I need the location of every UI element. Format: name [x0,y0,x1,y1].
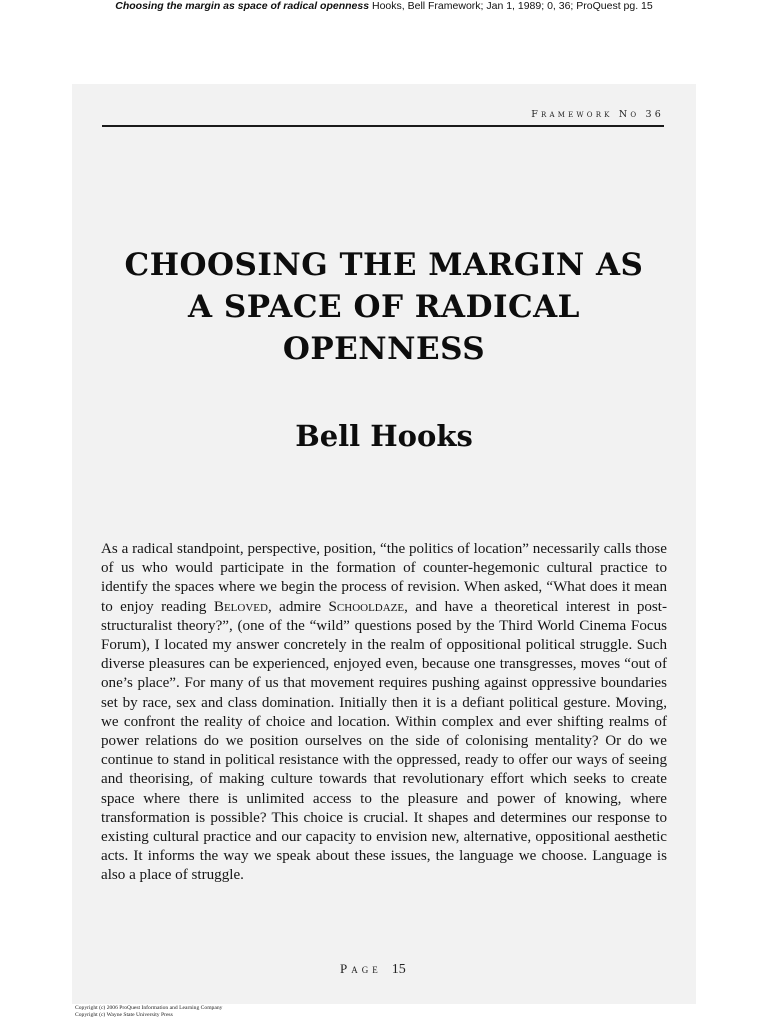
header-rule [102,125,664,127]
citation-title: Choosing the margin as space of radical openness [115,0,370,12]
body-paragraph [101,540,667,886]
citation-header [0,0,768,13]
title-line: OPENNESS [282,331,486,367]
page-label: Page [340,961,382,976]
page-footer [340,961,406,978]
copyright-line: Copyright (c) 2006 ProQuest Information and Learning Company [75,1005,223,1011]
copyright-line: Copyright (c) Wayne State University Press [75,1012,173,1018]
body-text-segment: As a radical standpoint, perspective, position, “the politics of location” necessarily calls those of us who would participate in the formation of counter-hegemonic cultural practice to identify the spaces where we begin the process of revision. When asked, “What does it mean to enjoy reading [101,541,667,615]
work-title-beloved: Beloved [213,598,268,615]
citation-details: Hooks, Bell Framework; Jan 1, 1989; 0, 36; ProQuest pg. 15 [372,0,653,12]
page-number: 15 [391,962,406,977]
body-text-segment: , and have a theoretical interest in post-structuralist theory?”, (one of the “wild” questions posed by the Third World Cinema Focus Forum), I located my answer concretely in the realm of oppositional political struggle. Such diverse pleasures can be experienced, enjoyed even, because one transgresses, moves “out of one’s place”. For many of us that movement requires pushing against oppressive boundaries set by race, sex and class domination. Initially then it is a defiant political gesture. Moving, we confront the reality of choice and location. Within complex and ever shifting realms of power relations do we position ourselves on the side of colonising mentality? Or do we continue to stand in political resistance with the oppressed, ready to offer our ways of seeing and theorising, of making culture towards that revolutionary effort which seeks to create space where there is unlimited access to the pleasure and power of knowing, where transformation is possible? This choice is crucial. It shapes and determines our response to existing cultural practice and our capacity to envision new, alternative, oppositional aesthetic acts. It informs the way we speak about these issues, the language we choose. Language is also a place of struggle. [101,598,668,884]
title-line: CHOOSING THE MARGIN AS [124,247,644,283]
running-head: Framework No 36 [531,109,664,120]
body-text-segment: , admire [267,598,322,615]
article-title [84,244,684,370]
title-line: A SPACE OF RADICAL [188,289,580,325]
copyright-notice [75,1005,222,1019]
author-name: Bell Hooks [295,419,473,453]
work-title-schooldaze: Schooldaze [328,598,405,615]
